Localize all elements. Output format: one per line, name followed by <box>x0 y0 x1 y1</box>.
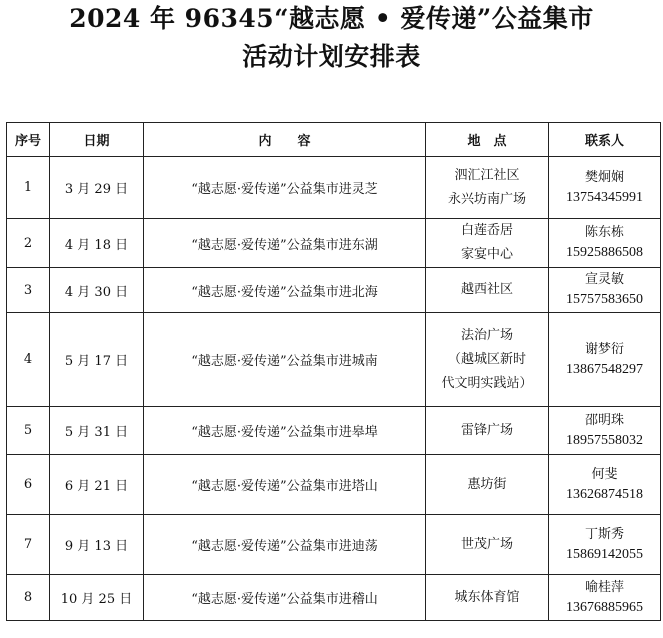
table-row <box>7 219 661 268</box>
row-place-cell <box>426 407 549 455</box>
contact-phone: 13676885965 <box>566 599 643 615</box>
row-number-cell: 8 <box>7 575 50 621</box>
row-content-cell: “越志愿·爱传递”公益集市进北海 <box>144 268 426 313</box>
place-line: 家宴中心 <box>460 247 513 262</box>
header-date: 日期 <box>50 123 144 157</box>
contact-phone: 15925886508 <box>566 245 643 260</box>
row-contact-cell <box>549 575 661 621</box>
row-place-cell <box>426 157 549 219</box>
place-line: 法治广场 <box>460 327 513 343</box>
table-row <box>7 575 661 621</box>
schedule-table <box>6 122 661 621</box>
row-date-cell: 9 月 13 日 <box>50 515 144 575</box>
contact-phone: 15757583650 <box>566 292 643 307</box>
place-line: 永兴坊南广场 <box>447 191 526 207</box>
table-row <box>7 455 661 515</box>
table-row <box>7 157 661 219</box>
contact-phone: 18957558032 <box>566 432 643 448</box>
contact-name: 樊炯娴 <box>584 169 624 185</box>
row-content-cell: “越志愿·爱传递”公益集市进迪荡 <box>144 515 426 575</box>
row-place-cell <box>426 575 549 621</box>
row-date-cell: 3 月 29 日 <box>50 157 144 219</box>
row-number-cell: 5 <box>7 407 50 455</box>
row-content-cell: “越志愿·爱传递”公益集市进稽山 <box>144 575 426 621</box>
place-line: （越城区新时 <box>447 351 526 367</box>
header-content: 内 容 <box>144 123 426 157</box>
table-row <box>7 407 661 455</box>
row-content-cell: “越志愿·爱传递”公益集市进皋埠 <box>144 407 426 455</box>
contact-name: 丁斯秀 <box>584 526 624 542</box>
contact-phone: 13626874518 <box>566 486 643 502</box>
contact-name: 喻桂萍 <box>584 579 624 595</box>
row-number-cell: 1 <box>7 157 50 219</box>
header-number: 序号 <box>7 123 50 157</box>
contact-name: 陈东栋 <box>584 225 624 240</box>
place-line: 雷锋广场 <box>460 422 513 438</box>
row-contact-cell <box>549 407 661 455</box>
row-contact-cell <box>549 268 661 313</box>
place-line: 泗汇江社区 <box>454 167 520 183</box>
row-date-cell: 5 月 17 日 <box>50 313 144 407</box>
place-line: 惠坊街 <box>467 476 507 492</box>
row-contact-cell <box>549 515 661 575</box>
header-place: 地 点 <box>426 123 549 157</box>
row-content-cell: “越志愿·爱传递”公益集市进东湖 <box>144 219 426 268</box>
row-content-cell: “越志愿·爱传递”公益集市进塔山 <box>144 455 426 515</box>
contact-name: 邵明珠 <box>584 412 624 428</box>
document-title: 2024 年 96345“越志愿 • 爱传递”公益集市 <box>69 4 594 33</box>
row-content-cell: “越志愿·爱传递”公益集市进城南 <box>144 313 426 407</box>
row-number-cell: 7 <box>7 515 50 575</box>
place-line: 代文明实践站） <box>441 375 533 391</box>
row-date-cell: 10 月 25 日 <box>50 575 144 621</box>
contact-name: 何斐 <box>591 466 618 482</box>
row-date-cell: 4 月 30 日 <box>50 268 144 313</box>
place-line: 越西社区 <box>460 282 513 297</box>
place-line: 白莲岙居 <box>460 223 513 238</box>
row-place-cell <box>426 268 549 313</box>
row-content-cell: “越志愿·爱传递”公益集市进灵芝 <box>144 157 426 219</box>
table-row <box>7 515 661 575</box>
table-row <box>7 313 661 407</box>
row-number-cell: 3 <box>7 268 50 313</box>
place-line: 城东体育馆 <box>454 589 520 605</box>
row-date-cell: 5 月 31 日 <box>50 407 144 455</box>
row-place-cell <box>426 219 549 268</box>
row-date-cell: 4 月 18 日 <box>50 219 144 268</box>
header-contact: 联系人 <box>549 123 661 157</box>
place-line: 世茂广场 <box>460 536 513 552</box>
contact-phone: 15869142055 <box>566 546 643 562</box>
contact-name: 谢梦衍 <box>584 341 624 357</box>
row-number-cell: 6 <box>7 455 50 515</box>
row-contact-cell <box>549 219 661 268</box>
table-row <box>7 268 661 313</box>
row-place-cell <box>426 313 549 407</box>
contact-phone: 13754345991 <box>566 189 643 205</box>
row-date-cell: 6 月 21 日 <box>50 455 144 515</box>
row-place-cell <box>426 515 549 575</box>
document-subtitle: 活动计划安排表 <box>242 42 421 71</box>
row-contact-cell <box>549 455 661 515</box>
row-contact-cell <box>549 313 661 407</box>
table-header-row <box>7 123 661 157</box>
row-contact-cell <box>549 157 661 219</box>
contact-name: 宣灵敏 <box>584 272 624 287</box>
contact-phone: 13867548297 <box>566 361 643 377</box>
row-place-cell <box>426 455 549 515</box>
row-number-cell: 4 <box>7 313 50 407</box>
row-number-cell: 2 <box>7 219 50 268</box>
table-body <box>7 157 661 621</box>
